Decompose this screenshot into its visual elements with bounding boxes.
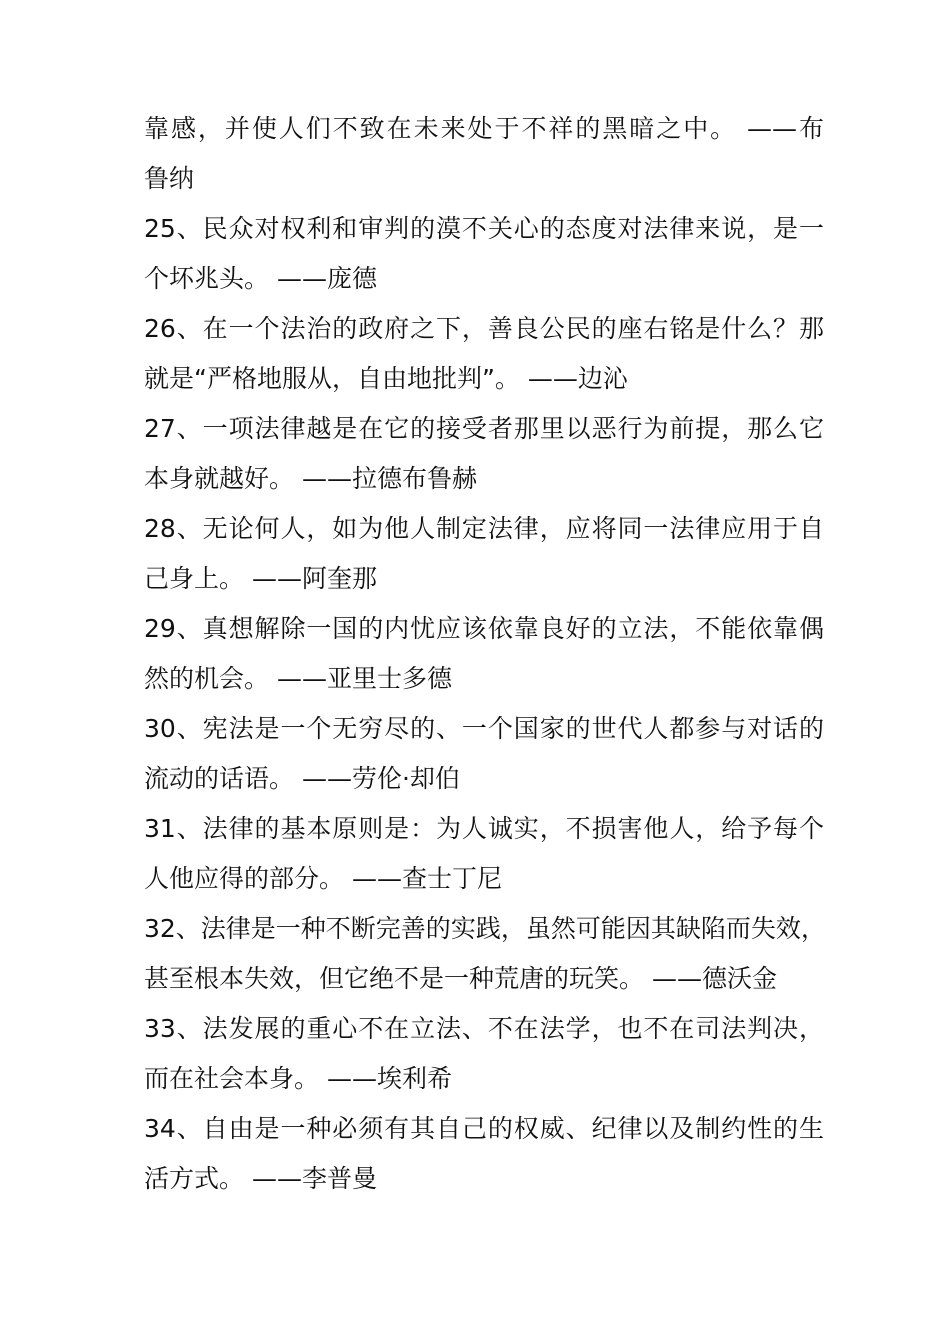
text-line: 就是“严格地服从，自由地批判”。 ——边沁 <box>144 364 628 393</box>
text-line: 活方式。 ——李普曼 <box>144 1164 377 1193</box>
text-line: 26、在一个法治的政府之下，善良公民的座右铭是什么？那 <box>144 314 824 343</box>
text-line: 33、法发展的重心不在立法、不在法学，也不在司法判决， <box>144 1014 824 1043</box>
text-line: 本身就越好。 ——拉德布鲁赫 <box>144 464 477 493</box>
text-line: 己身上。 ——阿奎那 <box>144 564 377 593</box>
text-line: 甚至根本失效，但它绝不是一种荒唐的玩笑。 ——德沃金 <box>144 964 777 993</box>
text-line: 人他应得的部分。 ——查士丁尼 <box>144 864 502 893</box>
text-line: 32、法律是一种不断完善的实践，虽然可能因其缺陷而失效， <box>144 914 826 943</box>
quote-text-block <box>144 104 824 1204</box>
text-line: 27、一项法律越是在它的接受者那里以恶行为前提，那么它 <box>144 414 824 443</box>
text-line: 而在社会本身。 ——埃利希 <box>144 1064 452 1093</box>
text-line: 30、宪法是一个无穷尽的、一个国家的世代人都参与对话的 <box>144 714 824 743</box>
text-line: 靠感，并使人们不致在未来处于不祥的黑暗之中。 ——布 <box>144 114 824 143</box>
text-line: 鲁纳 <box>144 164 195 193</box>
text-line: 34、自由是一种必须有其自己的权威、纪律以及制约性的生 <box>144 1114 824 1143</box>
text-line: 28、无论何人，如为他人制定法律，应将同一法律应用于自 <box>144 514 824 543</box>
text-line: 然的机会。 ——亚里士多德 <box>144 664 452 693</box>
text-line: 个坏兆头。 ——庞德 <box>144 264 377 293</box>
text-line: 31、法律的基本原则是：为人诚实，不损害他人，给予每个 <box>144 814 824 843</box>
text-line: 流动的话语。 ——劳伦·却伯 <box>144 764 460 793</box>
text-line: 25、民众对权利和审判的漠不关心的态度对法律来说，是一 <box>144 214 824 243</box>
text-line: 29、真想解除一国的内忧应该依靠良好的立法，不能依靠偶 <box>144 614 824 643</box>
